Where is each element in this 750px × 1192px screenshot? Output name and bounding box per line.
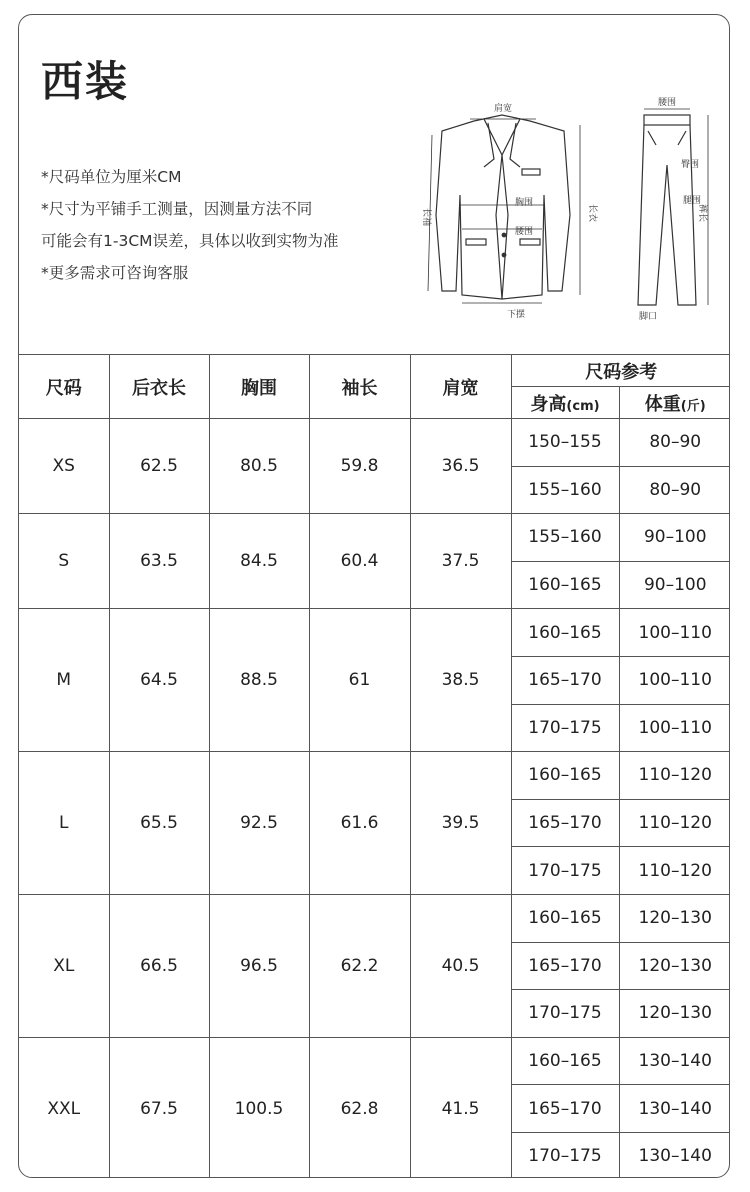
- back-length-cell: 66.5: [109, 894, 209, 1037]
- height-range-cell: 165–170: [511, 1085, 619, 1133]
- shoulder-cell: 41.5: [410, 1037, 511, 1178]
- weight-range-cell: 130–140: [619, 1037, 730, 1085]
- label-shoulder: 肩宽: [493, 104, 513, 114]
- weight-range-cell: 110–120: [619, 799, 730, 847]
- height-range-cell: 160–165: [511, 561, 619, 609]
- weight-range-cell: 90–100: [619, 514, 730, 562]
- size-chart-card: [18, 14, 730, 1178]
- size-table: [19, 354, 730, 1178]
- jacket-illustration: [436, 115, 570, 299]
- measurement-diagram: [404, 95, 714, 321]
- weight-range-cell: 80–90: [619, 419, 730, 467]
- height-range-cell: 165–170: [511, 656, 619, 704]
- table-row: [19, 514, 730, 562]
- label-leg-opening: 脚口: [638, 312, 658, 321]
- height-range-cell: 155–160: [511, 466, 619, 514]
- header-size: 尺码: [19, 355, 109, 419]
- weight-range-cell: 130–140: [619, 1085, 730, 1133]
- weight-range-cell: 120–130: [619, 894, 730, 942]
- size-cell: S: [19, 514, 109, 609]
- label-pants-waist: 腰围: [657, 98, 677, 108]
- size-cell: XL: [19, 894, 109, 1037]
- note-service: *更多需求可咨询客服: [41, 264, 189, 282]
- header-chest: 胸围: [209, 355, 309, 419]
- size-cell: XXL: [19, 1037, 109, 1178]
- label-sleeve: 长袖: [421, 207, 431, 227]
- height-range-cell: 160–165: [511, 609, 619, 657]
- weight-range-cell: 100–110: [619, 609, 730, 657]
- chest-cell: 100.5: [209, 1037, 309, 1178]
- back-length-cell: 64.5: [109, 609, 209, 752]
- sleeve-cell: 61.6: [309, 752, 410, 895]
- header-size-reference: 尺码参考: [511, 355, 730, 387]
- height-range-cell: 160–165: [511, 894, 619, 942]
- sleeve-cell: 60.4: [309, 514, 410, 609]
- page-title: 西装: [41, 57, 130, 106]
- table-row: [19, 609, 730, 657]
- label-pants-thigh: 腿围: [682, 196, 702, 206]
- height-range-cell: 165–170: [511, 799, 619, 847]
- height-range-cell: 150–155: [511, 419, 619, 467]
- size-cell: M: [19, 609, 109, 752]
- label-pants-length: 裤长: [697, 203, 707, 223]
- header-shoulder: 肩宽: [410, 355, 511, 419]
- header-sleeve: 袖长: [309, 355, 410, 419]
- sleeve-cell: 61: [309, 609, 410, 752]
- chest-cell: 84.5: [209, 514, 309, 609]
- height-range-cell: 155–160: [511, 514, 619, 562]
- height-range-cell: 160–165: [511, 1037, 619, 1085]
- height-range-cell: 170–175: [511, 847, 619, 895]
- table-row: [19, 752, 730, 800]
- size-cell: L: [19, 752, 109, 895]
- label-waist: 腰围: [514, 227, 534, 237]
- weight-range-cell: 120–130: [619, 990, 730, 1038]
- weight-range-cell: 110–120: [619, 752, 730, 800]
- shoulder-cell: 37.5: [410, 514, 511, 609]
- height-range-cell: 170–175: [511, 704, 619, 752]
- height-range-cell: 160–165: [511, 752, 619, 800]
- sleeve-cell: 62.8: [309, 1037, 410, 1178]
- chest-cell: 80.5: [209, 419, 309, 514]
- weight-range-cell: 110–120: [619, 847, 730, 895]
- shoulder-cell: 38.5: [410, 609, 511, 752]
- note-unit: *尺码单位为厘米CM: [41, 168, 182, 186]
- height-range-cell: 165–170: [511, 942, 619, 990]
- height-range-cell: 170–175: [511, 990, 619, 1038]
- label-chest: 胸围: [514, 198, 534, 208]
- height-range-cell: 170–175: [511, 1132, 619, 1178]
- label-pants-hip: 臀围: [680, 160, 700, 170]
- note-measure: *尺寸为平铺手工测量，因测量方法不同: [41, 200, 313, 218]
- table-row: [19, 419, 730, 467]
- weight-range-cell: 120–130: [619, 942, 730, 990]
- table-row: [19, 1037, 730, 1085]
- back-length-cell: 67.5: [109, 1037, 209, 1178]
- weight-range-cell: 80–90: [619, 466, 730, 514]
- weight-range-cell: 100–110: [619, 704, 730, 752]
- chest-cell: 96.5: [209, 894, 309, 1037]
- size-cell: XS: [19, 419, 109, 514]
- shoulder-cell: 36.5: [410, 419, 511, 514]
- header-height: 身高(cm): [511, 387, 619, 419]
- shoulder-cell: 40.5: [410, 894, 511, 1037]
- shoulder-cell: 39.5: [410, 752, 511, 895]
- weight-range-cell: 90–100: [619, 561, 730, 609]
- label-hem: 下摆: [506, 310, 526, 320]
- weight-range-cell: 100–110: [619, 656, 730, 704]
- back-length-cell: 62.5: [109, 419, 209, 514]
- back-length-cell: 63.5: [109, 514, 209, 609]
- sleeve-cell: 62.2: [309, 894, 410, 1037]
- header-weight: 体重(斤): [619, 387, 730, 419]
- chest-cell: 92.5: [209, 752, 309, 895]
- back-length-cell: 65.5: [109, 752, 209, 895]
- weight-range-cell: 130–140: [619, 1132, 730, 1178]
- label-length: 长衣: [587, 203, 597, 223]
- header-back-length: 后衣长: [109, 355, 209, 419]
- pants-illustration: [638, 115, 696, 305]
- note-error: 可能会有1-3CM误差，具体以收到实物为准: [41, 232, 339, 250]
- table-row: [19, 894, 730, 942]
- sleeve-cell: 59.8: [309, 419, 410, 514]
- chest-cell: 88.5: [209, 609, 309, 752]
